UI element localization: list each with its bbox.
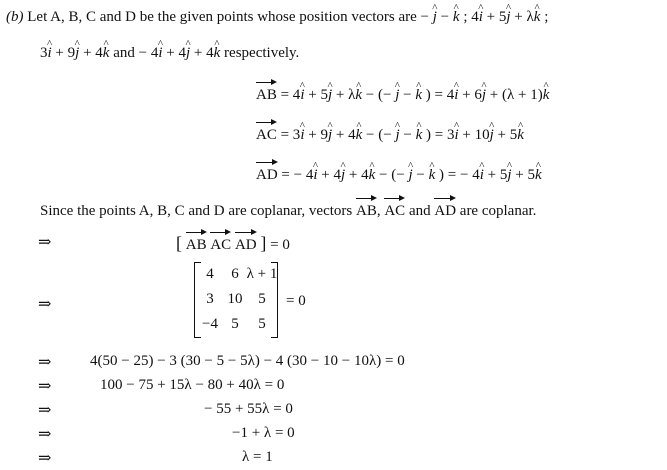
are-coplanar-text: are coplanar. bbox=[459, 203, 537, 219]
matrix-cell: 5 bbox=[231, 316, 239, 332]
position-vectors-a: − ^ j − ^ k ; 4^ i + 5^ j + λ^ k ; bbox=[421, 9, 549, 25]
implies-symbol-7: ⇒ bbox=[38, 450, 52, 467]
intro-line-2 bbox=[40, 44, 299, 62]
implies-symbol-3: ⇒ bbox=[38, 354, 52, 371]
part-label: (b) bbox=[6, 9, 24, 25]
matrix-cell: 10 bbox=[227, 291, 243, 307]
matrix-cell: −4 bbox=[202, 316, 218, 332]
box-product: [ AB AC AD ] = 0 bbox=[176, 230, 290, 254]
ab-equation: AB = 4^ i + 5^ j + λ^ k − (− ^ j − ^ k ) = 4^ i + 6^ j + (λ + 1)^ k bbox=[256, 80, 549, 104]
since-line: Since the points A, B, C and D are coplanar, vectors AB, AC and AD are coplanar. bbox=[40, 196, 536, 220]
matrix-cell: 5 bbox=[258, 291, 266, 307]
vector-ab-ref: AB bbox=[356, 196, 377, 220]
expansion-step-3: − 55 + 55λ = 0 bbox=[204, 401, 293, 417]
expansion-step-1: 4(50 − 25) − 3 (30 − 5 − 5λ) − 4 (30 − 10 − 10λ) = 0 bbox=[90, 353, 405, 369]
respectively-text: respectively. bbox=[224, 45, 300, 61]
implies-symbol-2: ⇒ bbox=[38, 296, 52, 313]
ad-equation: AD = − 4^ i + 4^ j + 4^ k − (− ^ j − ^ k ) = − 4^ i + 5^ j + 5^ k bbox=[256, 160, 542, 184]
ac-equation: AC = 3^ i + 9^ j + 4^ k − (− ^ j − ^ k ) = 3^ i + 10^ j + 5^ k bbox=[256, 120, 524, 144]
matrix-cell: 4 bbox=[206, 266, 214, 282]
expansion-step-2: 100 − 75 + 15λ − 80 + 40λ = 0 bbox=[100, 377, 285, 393]
position-vector-d: − 4^ i + 4^ j + 4^ k bbox=[139, 45, 221, 61]
intro-line-1 bbox=[6, 8, 548, 26]
matrix-cell: λ + 1 bbox=[246, 266, 278, 282]
and-word-2: and bbox=[408, 203, 431, 219]
position-vector-c: 3^ i + 9^ j + 4^ k bbox=[40, 45, 109, 61]
vector-ab-label: AB bbox=[256, 80, 277, 104]
and-word: and bbox=[113, 45, 135, 61]
vector-ac-label: AC bbox=[256, 120, 277, 144]
implies-symbol-4: ⇒ bbox=[38, 378, 52, 395]
matrix-cell: 6 bbox=[231, 266, 239, 282]
expansion-step-5: λ = 1 bbox=[242, 449, 273, 465]
vector-ac-ref: AC bbox=[384, 196, 405, 220]
matrix-cell: 3 bbox=[206, 291, 214, 307]
implies-symbol-5: ⇒ bbox=[38, 402, 52, 419]
implies-symbol-6: ⇒ bbox=[38, 426, 52, 443]
intro-text-1: Let A, B, C and D be the given points whose position vectors are bbox=[27, 9, 417, 25]
determinant-eq-zero: = 0 bbox=[286, 293, 306, 309]
box-eq-zero: = 0 bbox=[270, 237, 290, 253]
vector-ad-label: AD bbox=[256, 160, 278, 184]
since-text: Since the points A, B, C and D are coplanar, vectors bbox=[40, 203, 353, 219]
expansion-step-4: −1 + λ = 0 bbox=[232, 425, 295, 441]
matrix-cell: 5 bbox=[258, 316, 266, 332]
vector-ad-ref: AD bbox=[434, 196, 456, 220]
determinant-matrix bbox=[194, 262, 278, 338]
implies-symbol-1: ⇒ bbox=[38, 234, 52, 251]
